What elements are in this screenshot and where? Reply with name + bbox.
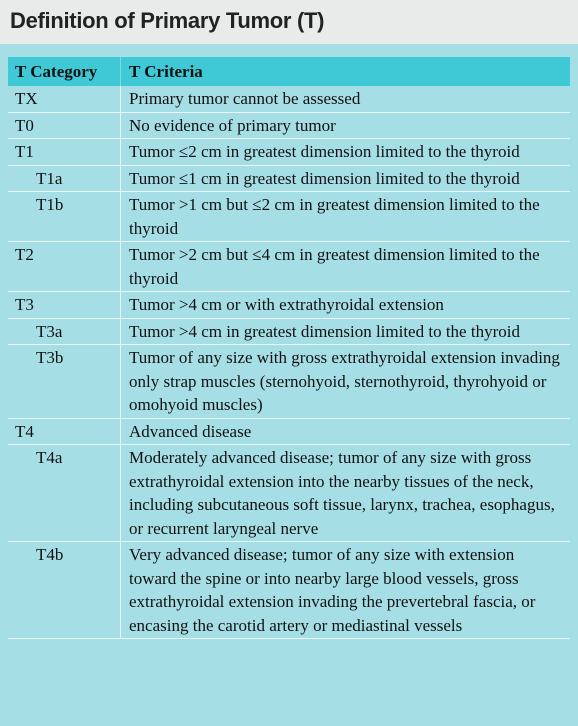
cell-t-category: TX — [8, 86, 121, 112]
cell-t-criteria: Moderately advanced disease; tumor of any size with gross extrathyroidal extension into the nearby tissues of the neck, including subcutaneous soft tissue, larynx, trachea, esophagus, or recurrent laryngeal nerve — [129, 448, 555, 538]
table-row — [8, 242, 570, 292]
page-title: Definition of Primary Tumor (T) — [10, 8, 325, 33]
cell-t-criteria: Primary tumor cannot be assessed — [129, 89, 361, 108]
table-row — [8, 192, 570, 242]
table-row — [8, 345, 570, 419]
cell-t-category: T0 — [8, 113, 121, 139]
header-t-criteria: T Criteria — [129, 61, 203, 81]
table-row — [8, 292, 570, 319]
cell-t-category: T1a — [8, 166, 121, 192]
cell-t-criteria: Very advanced disease; tumor of any size with extension toward the spine or into nearby large blood vessels, gross extrathyroidal extension invading the prevertebral fascia, or encasing the carotid artery or mediastinal vessels — [129, 545, 536, 635]
cell-t-category: T1 — [8, 139, 121, 165]
table-row — [8, 445, 570, 542]
cell-t-criteria: Tumor >1 cm but ≤2 cm in greatest dimension limited to the thyroid — [129, 195, 540, 238]
table-row — [8, 86, 570, 113]
table-header — [8, 57, 570, 86]
cell-t-criteria: Tumor ≤1 cm in greatest dimension limited to the thyroid — [129, 168, 520, 188]
table-row — [8, 166, 570, 193]
cell-t-category: T2 — [8, 242, 121, 291]
cell-t-criteria: Tumor >4 cm or with extrathyroidal extension — [129, 295, 444, 314]
cell-t-category: T4 — [8, 419, 121, 445]
table-body — [8, 86, 570, 639]
cell-t-category: T3 — [8, 292, 121, 318]
title-bar — [0, 0, 578, 44]
table-row — [8, 113, 570, 140]
cell-t-category: T1b — [8, 192, 121, 241]
header-t-category: T Category — [8, 57, 121, 86]
t-category-table — [8, 57, 570, 639]
table-row — [8, 139, 570, 166]
cell-t-category: T4a — [8, 445, 121, 541]
cell-t-criteria: Tumor ≤2 cm in greatest dimension limited to the thyroid — [129, 142, 520, 161]
cell-t-criteria: Tumor >4 cm in greatest dimension limited to the thyroid — [129, 321, 520, 341]
table-row — [8, 542, 570, 639]
cell-t-criteria: Tumor >2 cm but ≤4 cm in greatest dimension limited to the thyroid — [129, 245, 540, 288]
table-row — [8, 419, 570, 446]
cell-t-category: T4b — [8, 542, 121, 638]
cell-t-criteria: Advanced disease — [129, 421, 252, 441]
table-row — [8, 319, 570, 346]
cell-t-criteria: Tumor of any size with gross extrathyroidal extension invading only strap muscles (sternohyoid, sternothyroid, thyrohyoid or omohyoid muscles) — [129, 348, 560, 414]
cell-t-criteria: No evidence of primary tumor — [129, 115, 336, 135]
cell-t-category: T3b — [8, 345, 121, 418]
cell-t-category: T3a — [8, 319, 121, 345]
